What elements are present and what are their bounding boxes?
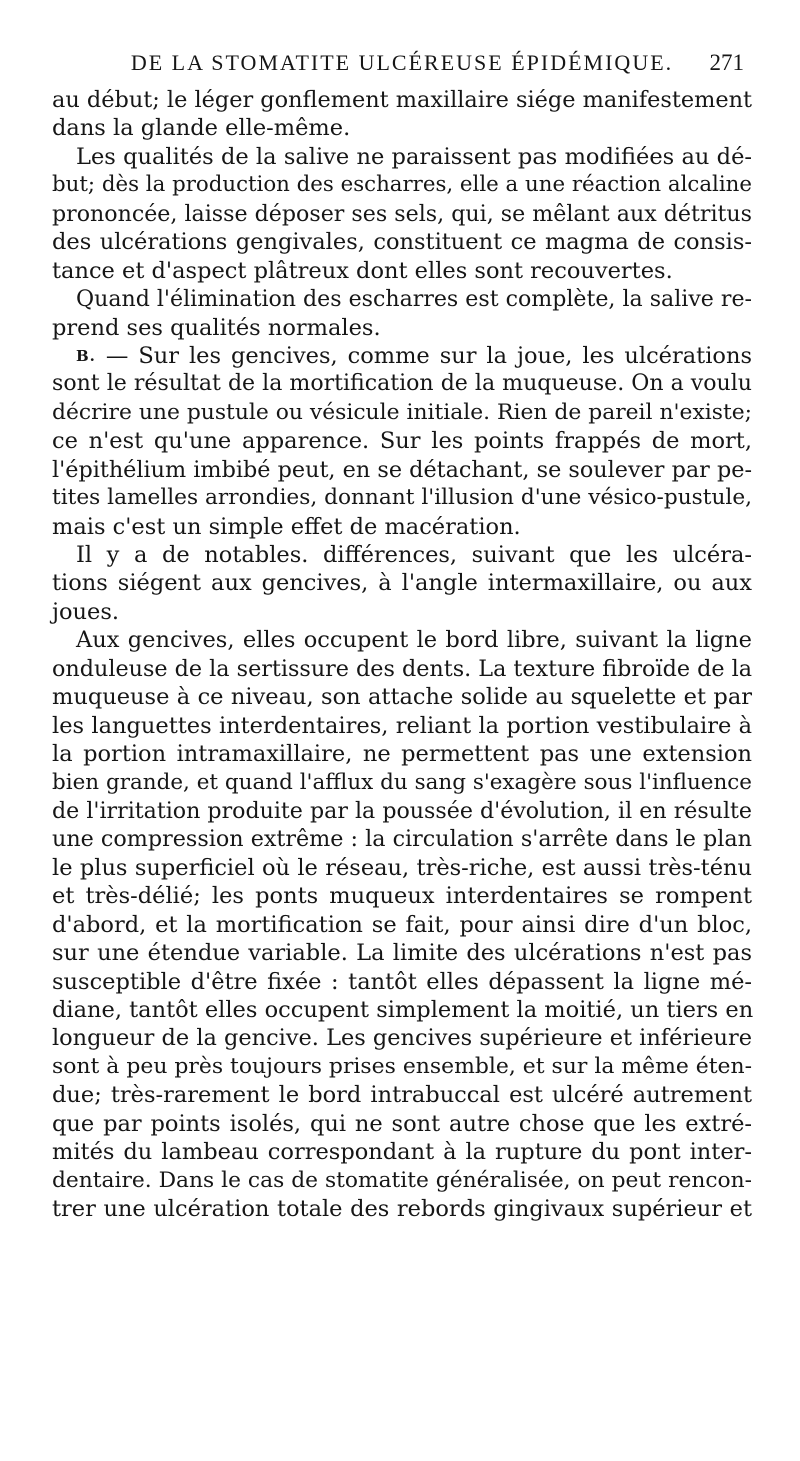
text-line: due; très-rarement le bord intrabuccal est ulcéré autrement <box>52 1082 752 1109</box>
text-line: onduleuse de la sertissure des dents. La texture fibroïde de la <box>52 655 752 682</box>
running-header <box>52 46 752 82</box>
paragraph <box>52 285 752 342</box>
paragraph <box>52 541 752 626</box>
text-line: l'épithélium imbibé peut, en se détachant, se soulever par pe- <box>52 456 752 483</box>
text-line: mais c'est un simple effet de macération. <box>52 513 521 540</box>
text-line: les languettes interdentaires, reliant la portion vestibulaire à <box>52 712 752 739</box>
text-line: diane, tantôt elles occupent simplement la moitié, un tiers en <box>52 997 754 1023</box>
text-line: bien grande, et quand l'afflux du sang s'exagère sous l'influence <box>52 769 752 795</box>
text-line: trer une ulcération totale des rebords gingivaux supérieur et <box>52 1196 752 1223</box>
text-line: Quand l'élimination des escharres est complète, la salive re- <box>76 286 752 313</box>
text-line: tites lamelles arrondies, donnant l'illusion d'une vésico-pustule, <box>52 485 753 511</box>
text-line: muqueuse à ce niveau, son attache solide au squelette et par <box>52 684 752 711</box>
text-line: prononcée, laisse déposer ses sels, qui, se mêlant aux détritus <box>52 200 752 227</box>
text-line: prend ses qualités normales. <box>52 314 381 341</box>
text-line: dans la glande elle-même. <box>52 115 351 142</box>
text-line-content: — Sur les gencives, comme sur la joue, les ulcérations <box>105 342 752 369</box>
text-line: ce n'est qu'une apparence. Sur les points frappés de mort, <box>52 428 752 455</box>
text-line: des ulcérations gengivales, constituent ce magma de consis- <box>52 229 752 256</box>
text-line: Aux gencives, elles occupent le bord libre, suivant la ligne <box>76 627 752 654</box>
paragraph <box>52 626 752 1223</box>
text-line: tions siégent aux gencives, à l'angle intermaxillaire, ou aux <box>52 570 752 597</box>
body-text <box>52 86 752 1224</box>
page-number: 271 <box>709 50 744 75</box>
text-line: d'abord, et la mortification se fait, pour ainsi dire d'un bloc, <box>52 911 752 938</box>
text-line: but; dès la production des escharres, elle a une réaction alcaline <box>52 172 752 198</box>
text-line: et très-délié; les ponts muqueux interdentaires se rompent <box>52 883 752 910</box>
text-line: sont le résultat de la mortification de la muqueuse. On a voulu <box>52 371 752 397</box>
paragraph <box>52 342 752 541</box>
text-line: le plus superficiel où le réseau, très-riche, est aussi très-ténu <box>52 854 752 881</box>
text-line: mités du lambeau correspondant à la rupture du pont inter- <box>52 1139 752 1166</box>
text-line: sur une étendue variable. La limite des ulcérations n'est pas <box>52 940 752 967</box>
paragraph <box>52 86 752 143</box>
text-line <box>52 342 752 370</box>
text-line: une compression extrême : la circulation s'arrête dans le plan <box>52 826 752 853</box>
text-line: Les qualités de la salive ne paraissent pas modifiées au dé- <box>76 143 752 170</box>
text-line: sont à peu près toujours prises ensemble, et sur la même éten- <box>52 1053 753 1079</box>
text-line: au début; le léger gonflement maxillaire siége manifestement <box>52 87 752 113</box>
paragraph <box>52 143 752 285</box>
text-line: de l'irritation produite par la poussée d'évolution, il en résulte <box>52 797 752 824</box>
text-line: longueur de la gencive. Les gencives supérieure et inférieure <box>52 1025 752 1052</box>
text-line: dentaire. Dans le cas de stomatite généralisée, on peut rencon- <box>52 1167 752 1193</box>
running-title: DE LA STOMATITE ULCÉREUSE ÉPIDÉMIQUE. <box>130 50 674 75</box>
text-line: Il y a de notables. différences, suivant que les ulcéra- <box>76 542 752 568</box>
text-line: joues. <box>52 598 120 625</box>
text-line: décrire une pustule ou vésicule initiale. Rien de pareil n'existe; <box>52 399 752 425</box>
text-line: que par points isolés, qui ne sont autre chose que les extré- <box>52 1110 752 1137</box>
text-line: la portion intramaxillaire, ne permettent pas une extension <box>52 741 752 768</box>
text-line: susceptible d'être fixée : tantôt elles dépassent la ligne mé- <box>52 968 752 995</box>
section-mark: B. <box>76 346 96 365</box>
text-line: tance et d'aspect plâtreux dont elles sont recouvertes. <box>52 257 673 284</box>
